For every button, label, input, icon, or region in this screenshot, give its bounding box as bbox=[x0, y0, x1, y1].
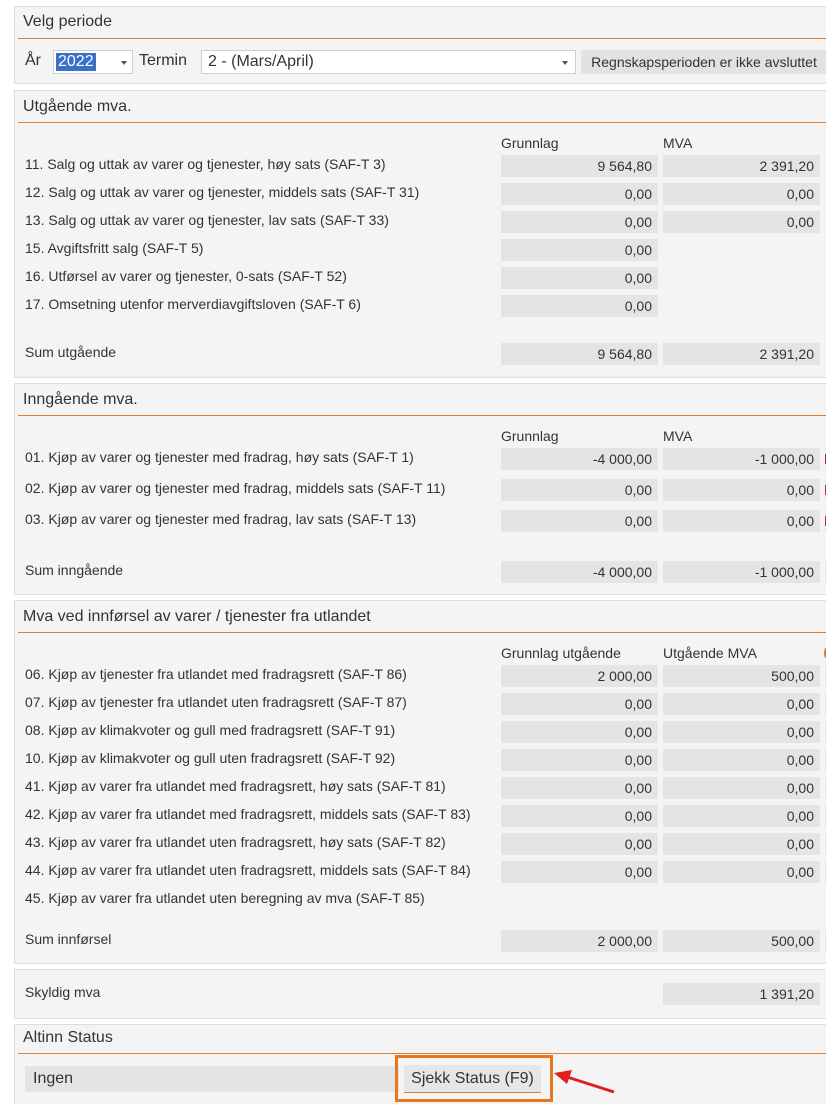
incoming-row-vat: 0,00 bbox=[663, 510, 820, 532]
import-row-vat: 0,00 bbox=[663, 693, 820, 715]
term-value: 2 - (Mars/April) bbox=[208, 53, 314, 70]
arrow-annotation-icon bbox=[550, 1064, 622, 1096]
year-value: 2022 bbox=[58, 53, 94, 70]
outgoing-row-label: 13. Salg og uttak av varer og tjenester, lav sats (SAF-T 33) bbox=[25, 212, 389, 228]
owed-value: 1 391,20 bbox=[663, 983, 820, 1005]
year-select[interactable] bbox=[53, 50, 133, 74]
outgoing-row-vat: 0,00 bbox=[663, 211, 820, 233]
outgoing-row-base: 0,00 bbox=[501, 267, 658, 289]
incoming-row-vat: 0,00 bbox=[663, 479, 820, 501]
import-row-vat: 0,00 bbox=[663, 861, 820, 883]
outgoing-row-vat: 0,00 bbox=[663, 183, 820, 205]
import-panel bbox=[14, 600, 826, 964]
chevron-down-icon bbox=[562, 61, 568, 65]
period-rule bbox=[18, 38, 826, 39]
incoming-row-vat: -1 000,00 bbox=[663, 448, 820, 470]
incoming-sum-vat: -1 000,00 bbox=[663, 561, 820, 583]
incoming-row-label: 03. Kjøp av varer og tjenester med fradrag, lav sats (SAF-T 13) bbox=[25, 511, 417, 527]
incoming-title: Inngående mva. bbox=[23, 391, 138, 408]
import-row-label: 10. Kjøp av klimakvoter og gull uten fradragsrett (SAF-T 92) bbox=[25, 750, 396, 766]
outgoing-rule bbox=[18, 122, 826, 123]
outgoing-sum-base: 9 564,80 bbox=[501, 343, 658, 365]
term-select[interactable] bbox=[201, 50, 576, 74]
import-row-base: 0,00 bbox=[501, 833, 658, 855]
outgoing-row-vat: 2 391,20 bbox=[663, 155, 820, 177]
period-status-button[interactable]: Regnskapsperioden er ikke avsluttet bbox=[581, 50, 826, 74]
incoming-row-base: 0,00 bbox=[501, 510, 658, 532]
year-label: År bbox=[25, 52, 41, 69]
import-row-base: 0,00 bbox=[501, 721, 658, 743]
period-title: Velg periode bbox=[23, 13, 112, 30]
import-row-label: 42. Kjøp av varer fra utlandet med fradragsrett, middels sats (SAF-T 83) bbox=[25, 806, 471, 822]
outgoing-row-base: 0,00 bbox=[501, 183, 658, 205]
import-col-vat-header: Utgående MVA bbox=[663, 645, 757, 661]
import-row-label: 43. Kjøp av varer fra utlandet uten fradragsrett, høy sats (SAF-T 82) bbox=[25, 834, 446, 850]
outgoing-row-base: 9 564,80 bbox=[501, 155, 658, 177]
import-col-base-header: Grunnlag utgående bbox=[501, 645, 621, 661]
outgoing-row-base: 0,00 bbox=[501, 295, 658, 317]
term-label: Termin bbox=[139, 52, 188, 69]
outgoing-col-base-header: Grunnlag bbox=[501, 135, 559, 151]
import-row-vat: 0,00 bbox=[663, 777, 820, 799]
import-row-vat: 0,00 bbox=[663, 805, 820, 827]
incoming-row-base: 0,00 bbox=[501, 479, 658, 501]
outgoing-row-label: 12. Salg og uttak av varer og tjenester, middels sats (SAF-T 31) bbox=[25, 184, 420, 200]
import-title: Mva ved innførsel av varer / tjenester fra utlandet bbox=[23, 608, 371, 625]
import-row-label: 44. Kjøp av varer fra utlandet uten fradragsrett, middels sats (SAF-T 84) bbox=[25, 862, 471, 878]
import-sum-label: Sum innførsel bbox=[25, 931, 112, 947]
incoming-col-base-header: Grunnlag bbox=[501, 428, 559, 444]
import-row-base: 0,00 bbox=[501, 805, 658, 827]
altinn-status-field: Ingen bbox=[25, 1066, 399, 1092]
incoming-row-label: 01. Kjøp av varer og tjenester med fradrag, høy sats (SAF-T 1) bbox=[25, 449, 414, 465]
incoming-sum-label: Sum inngående bbox=[25, 562, 124, 578]
outgoing-row-label: 11. Salg og uttak av varer og tjenester, høy sats (SAF-T 3) bbox=[25, 156, 386, 172]
import-row-base: 0,00 bbox=[501, 749, 658, 771]
incoming-row-base: -4 000,00 bbox=[501, 448, 658, 470]
outgoing-row-label: 17. Omsetning utenfor merverdiavgiftsloven (SAF-T 6) bbox=[25, 296, 361, 312]
import-row-vat: 0,00 bbox=[663, 749, 820, 771]
altinn-title: Altinn Status bbox=[23, 1029, 113, 1046]
outgoing-panel bbox=[14, 90, 826, 378]
incoming-rule bbox=[18, 415, 826, 416]
owed-panel bbox=[14, 969, 826, 1019]
owed-label: Skyldig mva bbox=[25, 984, 101, 1000]
import-sum-vat: 500,00 bbox=[663, 930, 820, 952]
import-row-vat: 0,00 bbox=[663, 721, 820, 743]
import-row-vat: 500,00 bbox=[663, 665, 820, 687]
outgoing-row-label: 16. Utførsel av varer og tjenester, 0-sats (SAF-T 52) bbox=[25, 268, 347, 284]
outgoing-title: Utgående mva. bbox=[23, 98, 132, 115]
period-panel bbox=[14, 6, 826, 84]
import-row-label: 06. Kjøp av tjenester fra utlandet med fradragsrett (SAF-T 86) bbox=[25, 666, 407, 682]
outgoing-sum-vat: 2 391,20 bbox=[663, 343, 820, 365]
import-row-base: 0,00 bbox=[501, 777, 658, 799]
check-status-button[interactable]: Sjekk Status (F9) bbox=[404, 1065, 541, 1093]
import-row-label: 08. Kjøp av klimakvoter og gull med fradragsrett (SAF-T 91) bbox=[25, 722, 396, 738]
import-row-label: 07. Kjøp av tjenester fra utlandet uten fradragsrett (SAF-T 87) bbox=[25, 694, 407, 710]
outgoing-row-base: 0,00 bbox=[501, 239, 658, 261]
altinn-rule bbox=[18, 1053, 826, 1054]
chevron-down-icon bbox=[121, 61, 127, 65]
import-rule bbox=[18, 632, 826, 633]
incoming-col-vat-header: MVA bbox=[663, 428, 693, 444]
import-row-base: 2 000,00 bbox=[501, 665, 658, 687]
incoming-sum-base: -4 000,00 bbox=[501, 561, 658, 583]
outgoing-row-label: 15. Avgiftsfritt salg (SAF-T 5) bbox=[25, 240, 204, 256]
import-row-label: 41. Kjøp av varer fra utlandet med fradragsrett, høy sats (SAF-T 81) bbox=[25, 778, 446, 794]
incoming-row-label: 02. Kjøp av varer og tjenester med fradrag, middels sats (SAF-T 11) bbox=[25, 480, 446, 496]
altinn-panel bbox=[14, 1024, 826, 1104]
outgoing-col-vat-header: MVA bbox=[663, 135, 693, 151]
outgoing-sum-label: Sum utgående bbox=[25, 344, 117, 360]
import-row-label: 45. Kjøp av varer fra utlandet uten beregning av mva (SAF-T 85) bbox=[25, 890, 425, 906]
import-row-base: 0,00 bbox=[501, 861, 658, 883]
outgoing-row-base: 0,00 bbox=[501, 211, 658, 233]
import-row-base: 0,00 bbox=[501, 693, 658, 715]
incoming-panel bbox=[14, 383, 826, 595]
import-row-vat: 0,00 bbox=[663, 833, 820, 855]
import-sum-base: 2 000,00 bbox=[501, 930, 658, 952]
